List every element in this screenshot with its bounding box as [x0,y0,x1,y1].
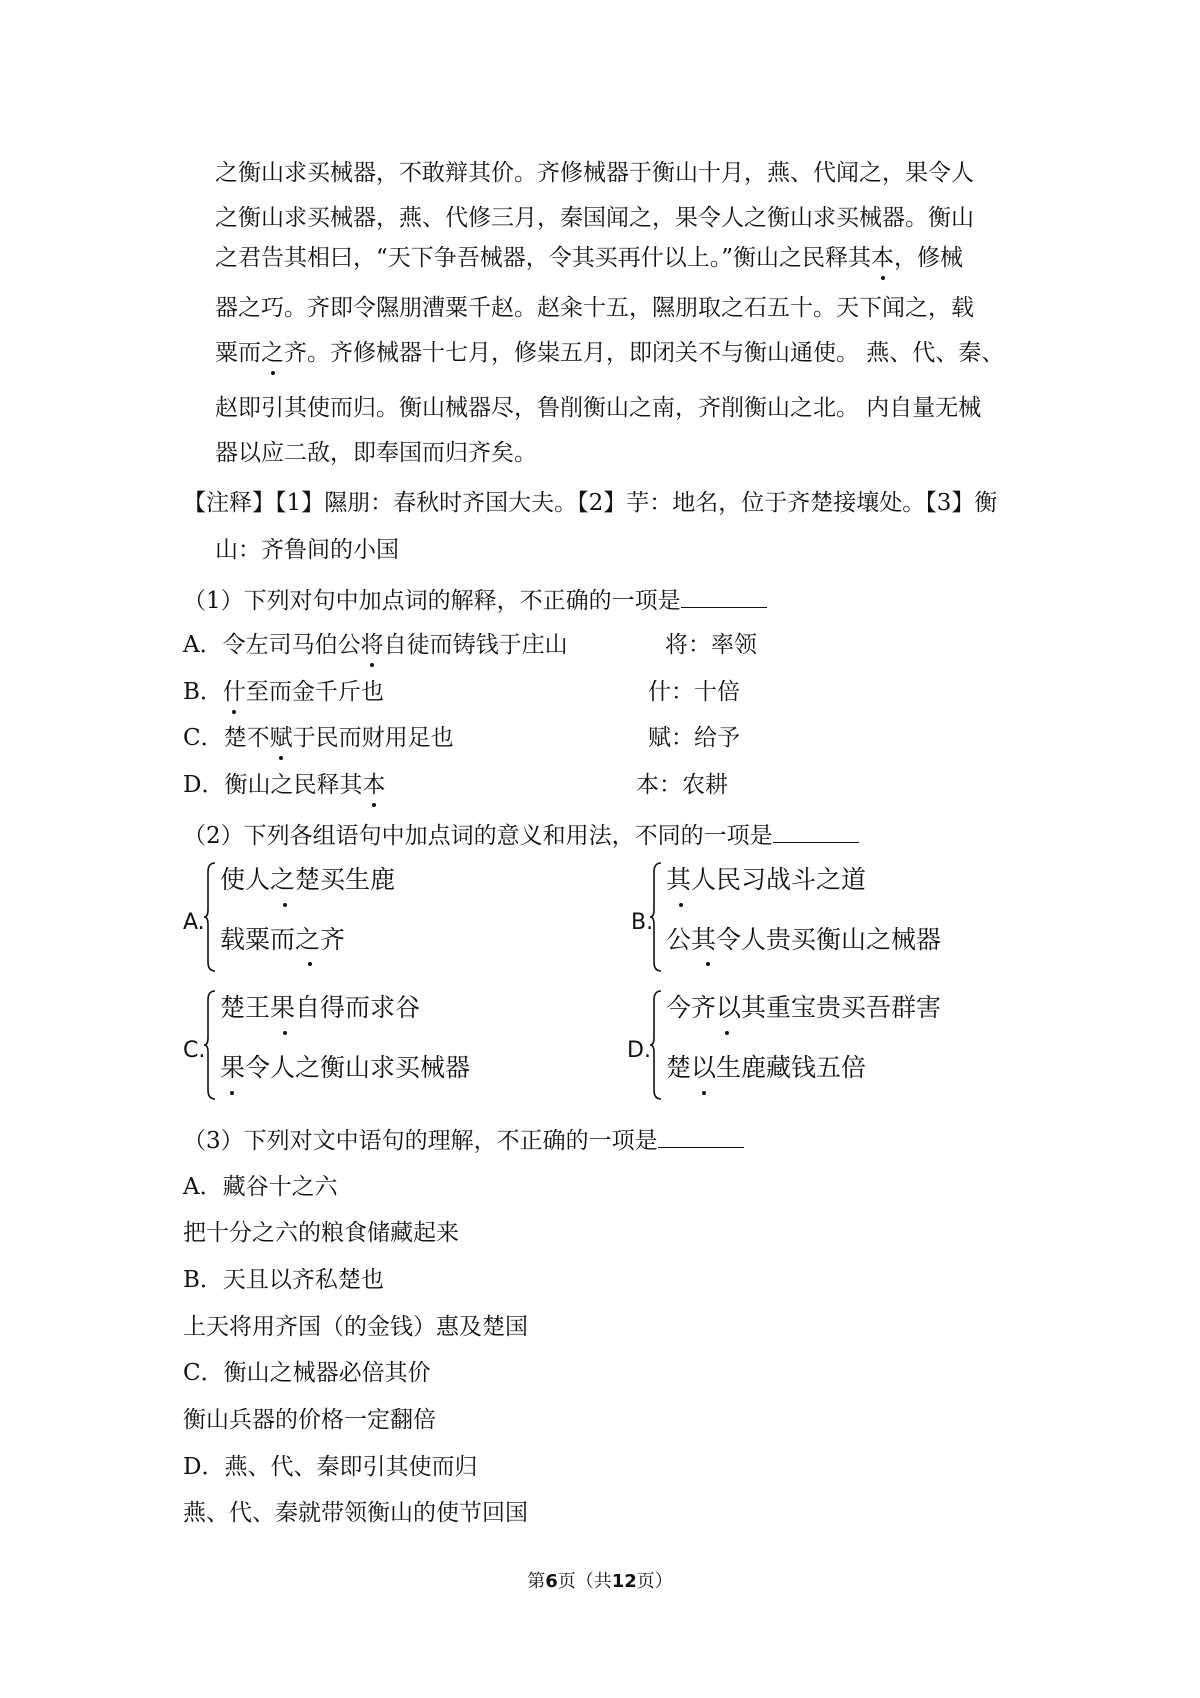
q2-stem-text: （2）下列各组语句中加点词的意义和用法，不同的一项是 [183,823,773,849]
q2-option-b-label: B. [631,910,654,935]
brace-icon [650,862,662,972]
option-text: 于民而财用足也 [292,725,454,751]
dotted-char: 之 [261,340,284,366]
option-text: 自徒而铸钱于庄山 [383,632,568,658]
q1-option-a-answer: 将：率领 [665,632,757,658]
dotted-char: 本 [871,245,895,271]
passage-line-2: 之衡山求买械器，燕、代修三月，秦国闻之，果令人之衡山求买械器。衡山 [215,205,974,231]
q3-option-b: B．天且以齐私楚也 [183,1267,384,1293]
passage-line-3-b: ，修械 [894,245,964,271]
q2-option-a-label: A. [183,910,205,935]
dotted-char: 赋 [269,725,293,751]
notes-line-2: 山：齐鲁间的小国 [215,537,399,563]
passage-line-3 [215,243,963,273]
q2-option-d-label: D. [627,1038,651,1063]
dot-mark [308,962,312,966]
answer-blank [681,585,767,608]
q2-option-d-line-2: 楚以生鹿藏钱五倍 [666,1053,867,1082]
q3-option-b-explanation: 上天将用齐国（的金钱）惠及楚国 [183,1314,528,1340]
q3-stem-text: （3）下列对文中语句的理解，不正确的一项是 [183,1128,658,1154]
dot-mark [706,962,710,966]
option-text: D．衡山之民释其 [183,772,363,798]
notes-line-1: 【注释】【1】隰朋：春秋时齐国大夫。【2】芋：地名，位于齐楚接壤处。【3】衡 [183,490,998,516]
q1-option-d-answer: 本：农耕 [636,772,728,798]
q1-option-a [183,630,568,660]
dot-mark [679,903,683,907]
q1-option-b-answer: 什：十倍 [648,679,740,705]
q1-option-b [183,677,384,707]
dotted-char: 什 [222,679,246,705]
passage-line-5-b: 齐。齐修械器十七月，修粜五月，即闭关不与衡山通使。 燕、代、秦、 [284,340,1005,366]
passage-line-1: 之衡山求买械器，不敢辩其价。齐修械器于衡山十月，燕、代闻之，果令人 [215,160,974,186]
option-text: 至而金千斤也 [245,679,384,705]
q3-option-d-explanation: 燕、代、秦就带领衡山的使节回国 [183,1500,528,1526]
q1-option-c [183,723,454,753]
q2-option-c-line-2: 果令人之衡山求买械器 [220,1053,471,1082]
q2-option-a-line-1: 使人之楚买生鹿 [220,865,396,894]
q3-option-c-explanation: 衡山兵器的价格一定翻倍 [183,1407,436,1433]
q1-stem [183,585,767,616]
passage-line-7: 器以应二敌，即奉国而归齐矣。 [215,440,537,466]
total-pages: 12 [611,1571,637,1592]
option-text: A．令左司马伯公 [183,632,361,658]
option-text: B． [183,679,223,705]
q2-stem [183,820,859,851]
passage-line-5 [215,338,1004,368]
dot-mark [283,1031,287,1035]
brace-icon [204,862,216,972]
dot-mark [283,903,287,907]
page-number: 6 [545,1571,558,1592]
footer-post: 页） [636,1571,673,1592]
passage-line-3-a: 之君告其相曰，“天下争吾械器，令其买再什以上。”衡山之民释其 [215,245,872,271]
footer-pre: 第 [527,1571,546,1592]
q1-option-d [183,770,385,800]
q3-option-a-explanation: 把十分之六的粮食储藏起来 [183,1220,459,1246]
q3-option-d: D．燕、代、秦即引其使而归 [183,1454,478,1480]
answer-blank [773,820,859,843]
brace-icon [204,990,216,1100]
dotted-char: 本 [362,772,386,798]
q3-stem [183,1125,744,1156]
q2-option-b-line-2: 公其令人贵买衡山之械器 [666,925,942,954]
dot-mark [230,1091,234,1095]
q2-option-c-line-1: 楚王果自得而求谷 [220,993,421,1022]
q1-option-c-answer: 赋：给予 [648,725,740,751]
q3-option-a: A．藏谷十之六 [183,1174,338,1200]
answer-blank [658,1125,744,1148]
page-footer [0,1570,1200,1594]
dot-mark [725,1031,729,1035]
brace-icon [650,990,662,1100]
q2-option-d-line-1: 今齐以其重宝贵买吾群害 [666,993,942,1022]
passage-line-6: 赵即引其使而归。衡山械器尽，鲁削衡山之南，齐削衡山之北。 内自量无械 [215,395,982,421]
passage-line-5-a: 粟而 [215,340,261,366]
q2-option-b-line-1: 其人民习战斗之道 [666,865,867,894]
footer-mid: 页（共 [557,1571,612,1592]
dotted-char: 将 [360,632,384,658]
passage-line-4: 器之巧。齐即令隰朋漕粟千赵。赵籴十五，隰朋取之石五十。天下闻之，载 [215,295,974,321]
dot-mark [702,1091,706,1095]
q1-stem-text: （1）下列对句中加点词的解释，不正确的一项是 [183,588,681,614]
q2-option-a-line-2: 载粟而之齐 [220,925,346,954]
option-text: C．楚不 [183,725,270,751]
q3-option-c: C．衡山之械器必倍其价 [183,1360,431,1386]
q2-option-c-label: C. [183,1038,206,1063]
